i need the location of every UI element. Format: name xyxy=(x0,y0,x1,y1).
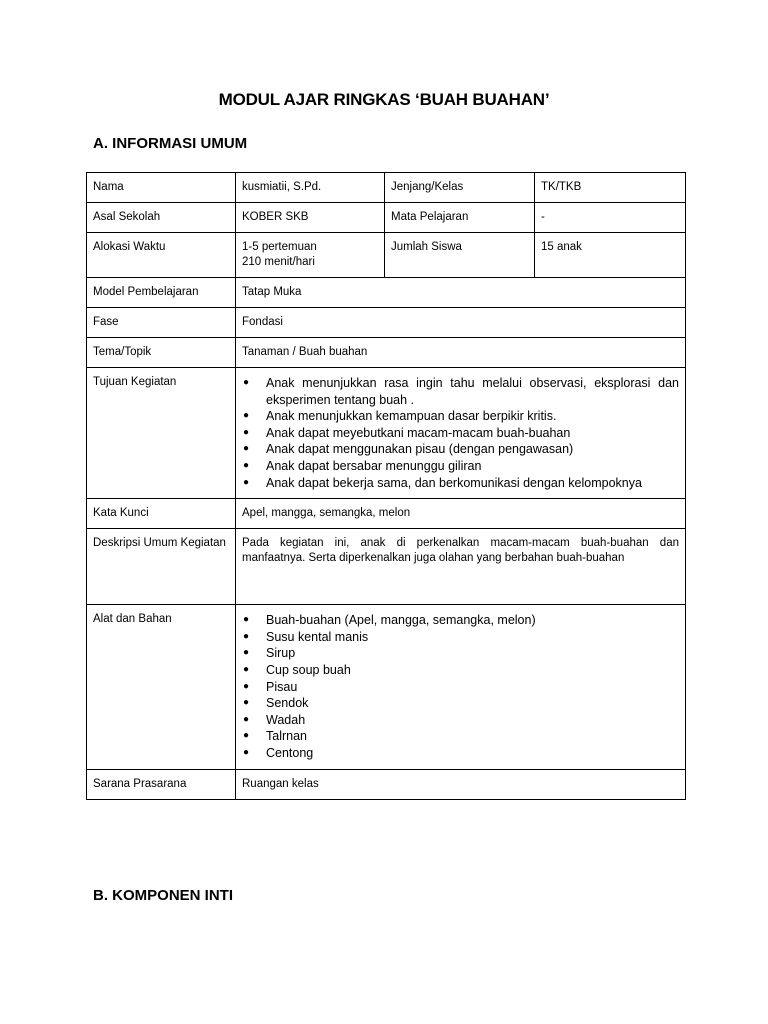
alat-cell xyxy=(236,605,686,769)
table-row xyxy=(87,173,686,203)
asal-label: Asal Sekolah xyxy=(87,203,236,233)
table-row xyxy=(87,338,686,368)
list-item: ● Pisau xyxy=(242,679,679,696)
list-item: ● Anak dapat menggunakan pisau (dengan pengawasan) xyxy=(242,441,679,458)
table-row xyxy=(87,499,686,529)
section-b-heading: B. KOMPONEN INTI xyxy=(93,887,234,904)
info-table xyxy=(86,172,686,800)
table-row xyxy=(87,278,686,308)
list-item: ● Anak dapat meyebutkani macam-macam buah-buahan xyxy=(242,425,679,442)
list-item: ● Centong xyxy=(242,745,679,762)
tujuan-cell xyxy=(236,368,686,499)
alokasi-label: Alokasi Waktu xyxy=(87,233,236,278)
tujuan-label: Tujuan Kegiatan xyxy=(87,368,236,499)
alokasi-line2: 210 menit/hari xyxy=(242,256,315,268)
asal-value: KOBER SKB xyxy=(236,203,385,233)
model-label: Model Pembelajaran xyxy=(87,278,236,308)
tema-value: Tanaman / Buah buahan xyxy=(236,338,686,368)
sarana-value: Ruangan kelas xyxy=(236,769,686,799)
sarana-label: Sarana Prasarana xyxy=(87,769,236,799)
nama-value: kusmiatii, S.Pd. xyxy=(236,173,385,203)
list-item: ● Sendok xyxy=(242,695,679,712)
alokasi-value xyxy=(236,233,385,278)
mapel-value: - xyxy=(535,203,686,233)
list-item: ● Talrnan xyxy=(242,728,679,745)
model-value: Tatap Muka xyxy=(236,278,686,308)
table-row xyxy=(87,368,686,499)
table-row xyxy=(87,233,686,278)
list-item: ● Cup soup buah xyxy=(242,662,679,679)
table-row xyxy=(87,769,686,799)
tujuan-list xyxy=(242,375,679,491)
kata-value: Apel, mangga, semangka, melon xyxy=(236,499,686,529)
list-item: ● Sirup xyxy=(242,645,679,662)
list-item: ● Susu kental manis xyxy=(242,629,679,646)
section-a-heading: A. INFORMASI UMUM xyxy=(93,135,248,152)
alat-list xyxy=(242,612,679,761)
jenjang-value: TK/TKB xyxy=(535,173,686,203)
jumlah-label: Jumlah Siswa xyxy=(385,233,535,278)
list-item: ● Anak menunjukkan kemampuan dasar berpikir kritis. xyxy=(242,408,679,425)
table-row xyxy=(87,203,686,233)
jumlah-value: 15 anak xyxy=(535,233,686,278)
deskripsi-value: Pada kegiatan ini, anak di perkenalkan macam-macam buah-buahan dan manfaatnya. Serta diperkenalkan juga olahan yang berbahan buah-buahan xyxy=(236,529,686,605)
fase-value: Fondasi xyxy=(236,308,686,338)
kata-label: Kata Kunci xyxy=(87,499,236,529)
list-item: ● Wadah xyxy=(242,712,679,729)
table-row xyxy=(87,605,686,769)
mapel-label: Mata Pelajaran xyxy=(385,203,535,233)
alokasi-line1: 1-5 pertemuan xyxy=(242,241,317,253)
tema-label: Tema/Topik xyxy=(87,338,236,368)
nama-label: Nama xyxy=(87,173,236,203)
document-title: MODUL AJAR RINGKAS ‘BUAH BUAHAN’ xyxy=(218,90,550,109)
table-row xyxy=(87,308,686,338)
list-item: ● Anak menunjukkan rasa ingin tahu melalui observasi, eksplorasi dan eksperimen tentang buah . xyxy=(242,375,679,408)
list-item: ● Anak dapat bekerja sama, dan berkomunikasi dengan kelompoknya xyxy=(242,475,679,492)
table-row xyxy=(87,529,686,605)
deskripsi-label: Deskripsi Umum Kegiatan xyxy=(87,529,236,605)
list-item: ● Buah-buahan (Apel, mangga, semangka, melon) xyxy=(242,612,679,629)
alat-label: Alat dan Bahan xyxy=(87,605,236,769)
jenjang-label: Jenjang/Kelas xyxy=(385,173,535,203)
fase-label: Fase xyxy=(87,308,236,338)
list-item: ● Anak dapat bersabar menunggu giliran xyxy=(242,458,679,475)
